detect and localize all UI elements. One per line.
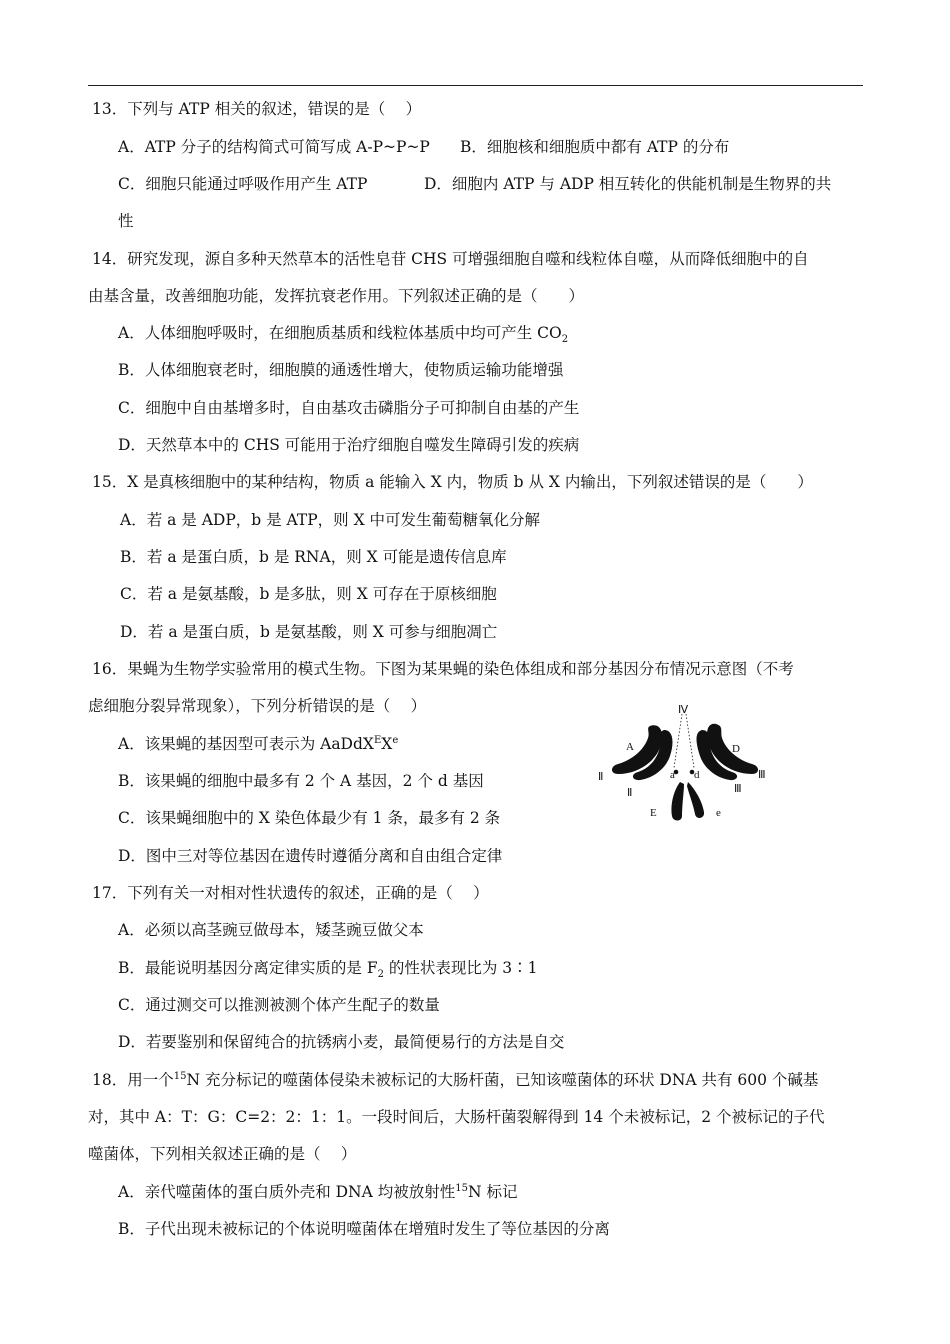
label-ii-inner: Ⅱ bbox=[627, 787, 633, 799]
chromosome-iv-right bbox=[686, 714, 694, 768]
q18-stem-line3: 噬菌体，下列相关叙述正确的是（ ） bbox=[88, 1145, 357, 1163]
q13-option-b: B．细胞核和细胞质中都有 ATP 的分布 bbox=[460, 138, 730, 156]
q18-stem-line1: 18．用一个$^{15}$N 充分标记的噬菌体侵染未被标记的大肠杆菌，已知该噬菌体的环状 DNA 共有 600 个碱基 bbox=[92, 1070, 819, 1089]
q15-stem: 15．X 是真核细胞中的某种结构，物质 a 能输入 X 内，物质 b 从 X 内输出，下列叙述错误的是（ ） bbox=[92, 473, 813, 491]
label-iii-inner: Ⅲ bbox=[734, 783, 742, 795]
q14-stem-line2: 由基含量，改善细胞功能，发挥抗衰老作用。下列叙述正确的是（ ） bbox=[88, 287, 585, 305]
label-gene-a: a bbox=[670, 769, 675, 781]
label-gene-e: e bbox=[716, 807, 721, 819]
label-gene-d: d bbox=[694, 769, 700, 781]
q16-option-b: B．该果蝇的细胞中最多有 2 个 A 基因，2 个 d 基因 bbox=[118, 772, 484, 790]
q15-option-d: D．若 a 是蛋白质，b 是氨基酸，则 X 可参与细胞凋亡 bbox=[120, 623, 498, 641]
chromosome-x-right bbox=[687, 782, 704, 818]
q16-stem-line1: 16．果蝇为生物学实验常用的模式生物。下图为某果蝇的染色体组成和部分基因分布情况示意图（不考 bbox=[92, 660, 794, 678]
q17-option-a: A．必须以高茎豌豆做母本，矮茎豌豆做父本 bbox=[118, 921, 424, 939]
label-gene-E: E bbox=[650, 807, 657, 819]
q15-option-c: C．若 a 是氨基酸，b 是多肽，则 X 可存在于原核细胞 bbox=[120, 585, 497, 603]
label-iii-right: Ⅲ bbox=[758, 769, 766, 781]
q16-option-c: C．该果蝇细胞中的 X 染色体最少有 1 条，最多有 2 条 bbox=[118, 809, 501, 827]
q16-option-a: A．该果蝇的基因型可表示为 AaDdX$^E$Xe bbox=[118, 734, 399, 753]
q17-stem: 17．下列有关一对相对性状遗传的叙述，正确的是（ ） bbox=[92, 884, 489, 902]
q16-option-d: D．图中三对等位基因在遗传时遵循分离和自由组合定律 bbox=[118, 847, 503, 865]
q14-option-c: C．细胞中自由基增多时，自由基攻击磷脂分子可抑制自由基的产生 bbox=[118, 399, 580, 417]
q13-option-d: D．细胞内 ATP 与 ADP 相互转化的供能机制是生物界的共 bbox=[424, 175, 832, 193]
q17-option-b: B．最能说明基因分离定律实质的是 $F_2$ 的性状表现比为 3∶1 bbox=[118, 959, 538, 981]
label-gene-D: D bbox=[732, 743, 740, 755]
q13-option-c: C．细胞只能通过呼吸作用产生 ATP bbox=[118, 175, 368, 193]
q14-option-d: D．天然草本中的 CHS 可能用于治疗细胞自噬发生障碍引发的疾病 bbox=[118, 436, 580, 454]
q14-option-b: B．人体细胞衰老时，细胞膜的通透性增大，使物质运输功能增强 bbox=[118, 361, 564, 379]
q18-option-a: A．亲代噬菌体的蛋白质外壳和 DNA 均被放射性$^{15}$N 标记 bbox=[118, 1182, 518, 1201]
q17-option-c: C．通过测交可以推测被测个体产生配子的数量 bbox=[118, 996, 440, 1014]
q15-option-a: A．若 a 是 ADP，b 是 ATP，则 X 中可发生葡萄糖氧化分解 bbox=[120, 511, 541, 529]
label-ii-left: Ⅱ bbox=[598, 771, 604, 783]
q17-option-d: D．若要鉴别和保留纯合的抗锈病小麦，最简便易行的方法是自交 bbox=[118, 1033, 565, 1051]
q13-option-d-cont: 性 bbox=[118, 212, 134, 230]
chromosome-iv-left bbox=[674, 714, 682, 768]
q16-stem-line2: 虑细胞分裂异常现象），下列分析错误的是（ ） bbox=[88, 697, 427, 715]
q14-stem-line1: 14．研究发现，源自多种天然草本的活性皂苷 CHS 可增强细胞自噬和线粒体自噬，从而降低细胞中的自 bbox=[92, 250, 809, 268]
header-rule bbox=[88, 85, 863, 86]
q13-option-a: A．ATP 分子的结构简式可简写成 A-P~P~P bbox=[118, 138, 430, 156]
q18-stem-line2: 对，其中 A：T：G：C=2：2：1：1。一段时间后，大肠杆菌裂解得到 14 个未被标记，2 个被标记的子代 bbox=[88, 1108, 825, 1126]
q13-stem: 13．下列与 ATP 相关的叙述，错误的是（ ） bbox=[92, 100, 422, 118]
chromosome-x-left bbox=[671, 782, 684, 821]
q18-option-b: B．子代出现未被标记的个体说明噬菌体在增殖时发生了等位基因的分离 bbox=[118, 1220, 610, 1238]
chromosome-diagram bbox=[590, 700, 780, 825]
q14-option-a: A．人体细胞呼吸时，在细胞质基质和线粒体基质中均可产生 $CO_2$ bbox=[118, 324, 569, 346]
label-iv: Ⅳ bbox=[678, 704, 689, 716]
q15-option-b: B．若 a 是蛋白质，b 是 RNA，则 X 可能是遗传信息库 bbox=[120, 548, 507, 566]
label-gene-A: A bbox=[626, 741, 634, 753]
